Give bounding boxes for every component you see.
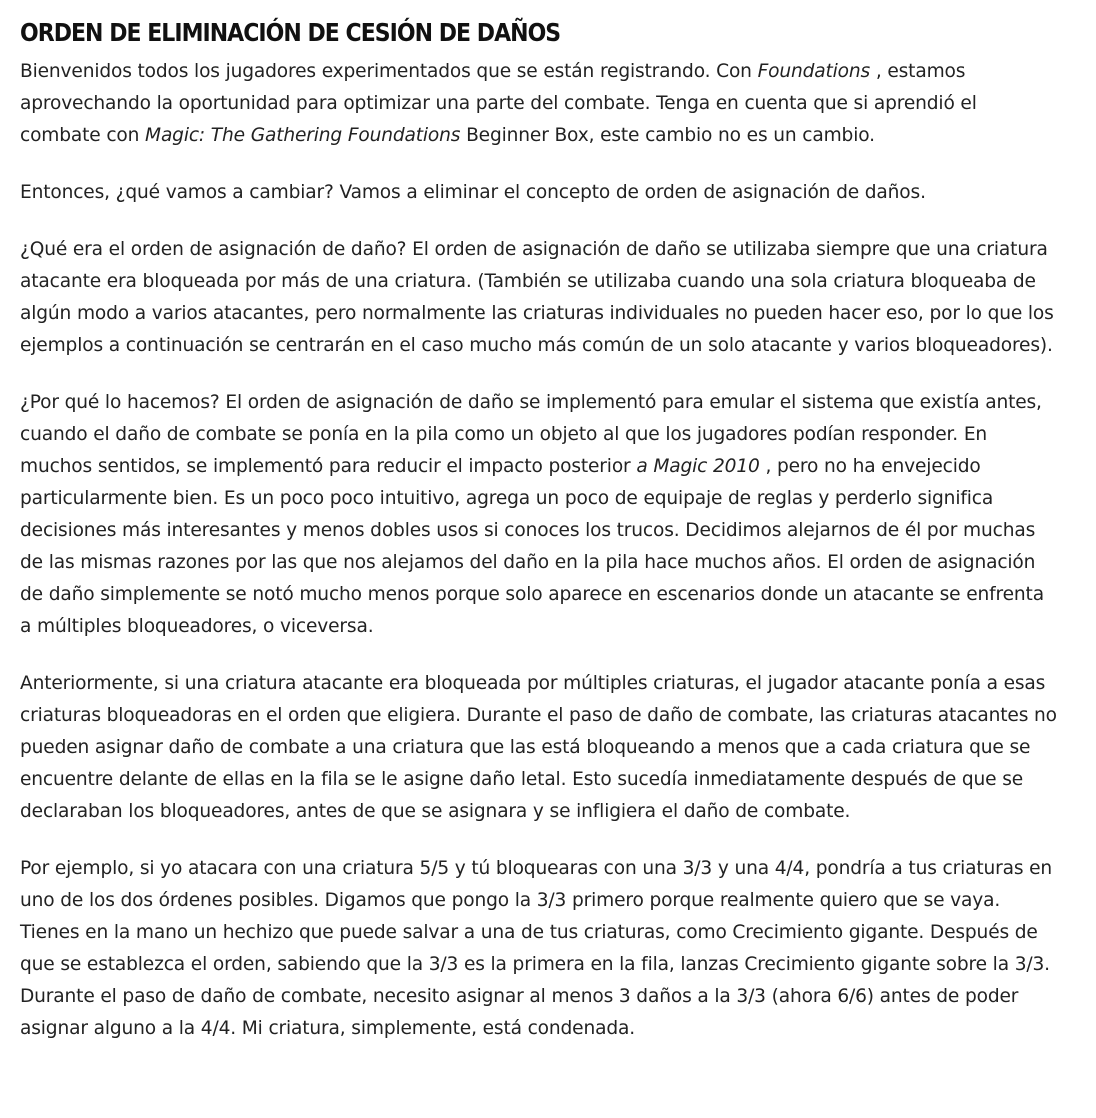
paragraph-previously: Anteriormente, si una criatura atacante era bloqueada por múltiples criaturas, el jugador atacante ponía a esas criaturas bloqueadoras en el orden que eligiera. Durante el paso de daño de combate, las criaturas atacantes no pueden asignar daño de combate a una criatura que las está bloqueando a menos que a cada criatura que se encuentre delante de ellas en la fila se le asigne daño letal. Esto sucedía inmediatamente después de que se declaraban los bloqueadores, antes de que se asignara y se infligiera el daño de combate. bbox=[20, 673, 1057, 822]
paragraph-why-text: ¿Por qué lo hacemos? El orden de asignación de daño se implementó para emular el sistema que existía antes, cuando el daño de combate se ponía en la pila como un objeto al que los jugadores podían responder. En muchos sentidos, se implementó para reducir el impacto posterior bbox=[20, 392, 1042, 477]
paragraph-example: Por ejemplo, si yo atacara con una criatura 5/5 y tú bloquearas con una 3/3 y una 4/4, pondría a tus criaturas en uno de los dos órdenes posibles. Digamos que pongo la 3/3 primero porque realmente quiero que se vaya. Tienes en la mano un hechizo que puede salvar a una de tus criaturas, como Crecimiento gigante. Después de que se establezca el orden, sabiendo que la 3/3 es la primera en la fila, lanzas Crecimiento gigante sobre la 3/3. Durante el paso de daño de combate, necesito asignar al menos 3 daños a la 3/3 (ahora 6/6) antes de poder asignar alguno a la 4/4. Mi criatura, simplemente, está condenada. bbox=[20, 858, 1053, 1039]
paragraph-what-was: ¿Qué era el orden de asignación de daño? El orden de asignación de daño se utilizaba siempre que una criatura atacante era bloqueada por más de una criatura. (También se utilizaba cuando una sola criatura bloqueaba de algún modo a varios atacantes, pero normalmente las criaturas individuales no pueden hacer eso, por lo que los ejemplos a continuación se centrarán en el caso mucho más común de un solo atacante y varios bloqueadores). bbox=[20, 239, 1054, 356]
paragraph-what-changes: Entonces, ¿qué vamos a cambiar? Vamos a eliminar el concepto de orden de asignación de daños. bbox=[20, 182, 926, 203]
article bbox=[20, 14, 1060, 1045]
paragraph-intro-text: Bienvenidos todos los jugadores experimentados que se están registrando. Con bbox=[20, 61, 758, 82]
foundations-title: Foundations bbox=[757, 61, 871, 82]
paragraph-intro-text: , estamos aprovechando la oportunidad para optimizar una parte del combate. Tenga en cuenta que si aprendió el combate con bbox=[20, 61, 977, 146]
paragraph-intro-text: Beginner Box, este cambio no es un cambio. bbox=[460, 125, 875, 146]
article-heading: ORDEN DE ELIMINACIÓN DE CESIÓN DE DAÑOS bbox=[20, 18, 561, 47]
magic-2010-title: a Magic 2010 bbox=[636, 456, 760, 477]
paragraph-why-text: , pero no ha envejecido particularmente bien. Es un poco poco intuitivo, agrega un poco de equipaje de reglas y perderlo significa decisiones más interesantes y menos dobles usos si conoces los trucos. Decidimos alejarnos de él por muchas de las mismas razones por las que nos alejamos del daño en la pila hace muchos años. El orden de asignación de daño simplemente se notó mucho menos porque solo aparece en escenarios donde un atacante se enfrenta a múltiples bloqueadores, o viceversa. bbox=[20, 456, 1044, 637]
paragraph-why bbox=[20, 387, 1060, 643]
paragraph-intro bbox=[20, 56, 1060, 152]
foundations-product-title: Magic: The Gathering Foundations bbox=[145, 125, 461, 146]
